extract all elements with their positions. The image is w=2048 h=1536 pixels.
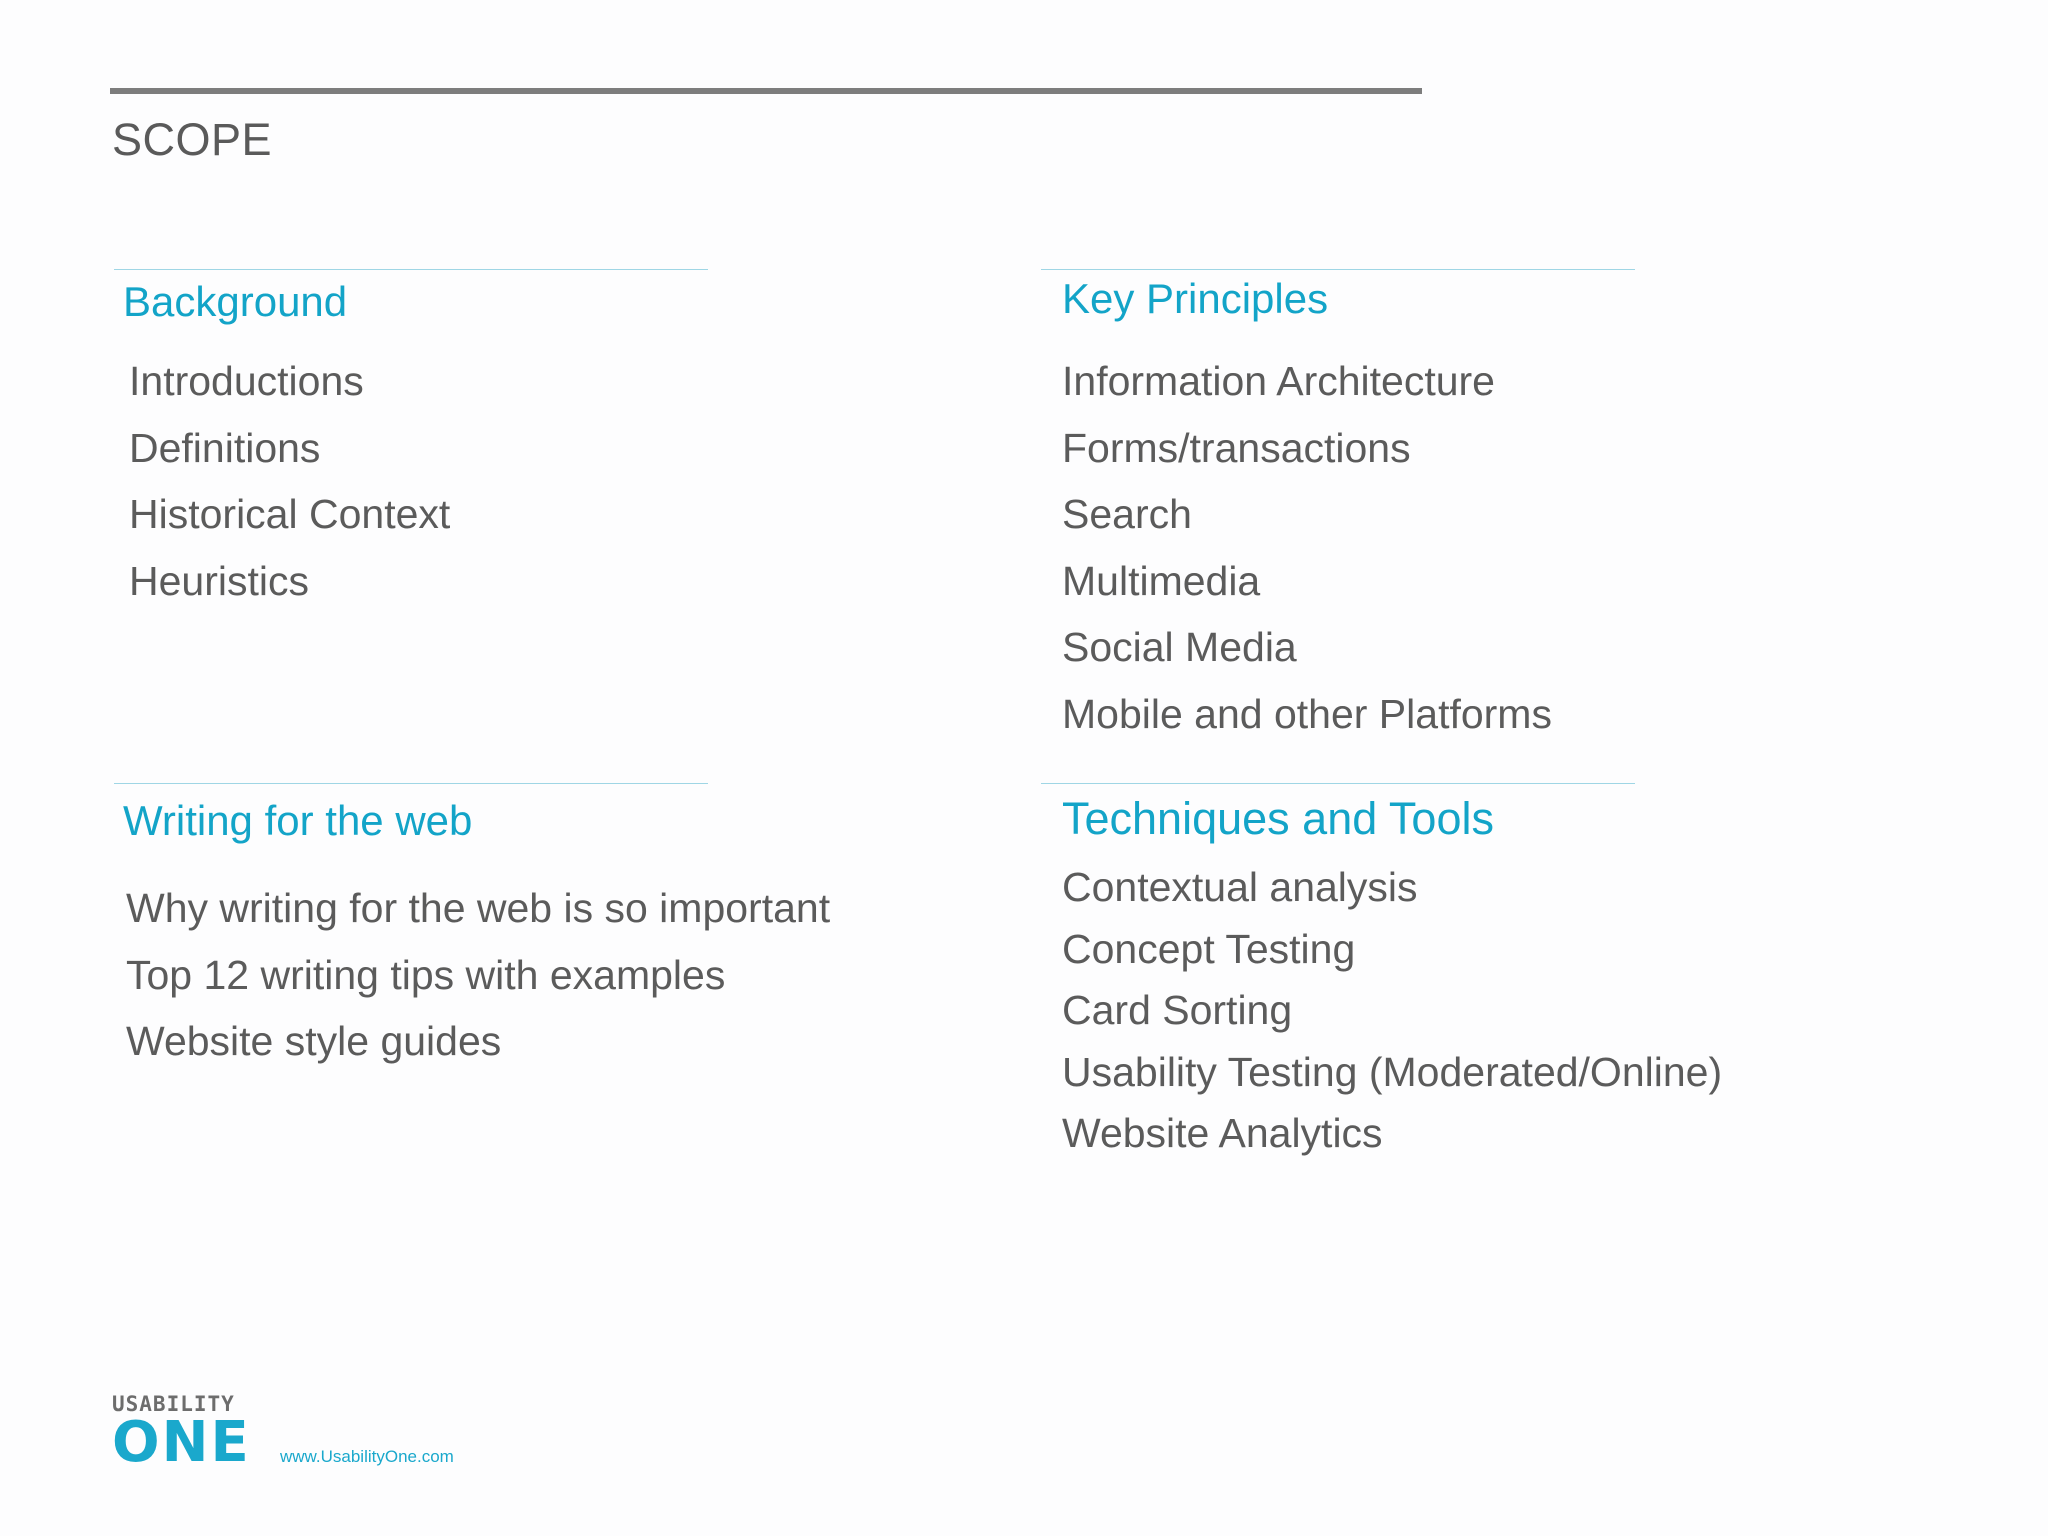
title-rule [110, 88, 1422, 94]
section-divider [1041, 269, 1635, 270]
key-principles-list [1062, 348, 1552, 747]
slide-title: SCOPE [112, 114, 273, 165]
list-item: Historical Context [129, 491, 451, 537]
website-url: www.UsabilityOne.com [280, 1447, 454, 1466]
list-item: Forms/transactions [1062, 424, 1411, 471]
techniques-list [1062, 857, 1722, 1165]
section-heading-writing: Writing for the web [123, 797, 473, 844]
writing-list [126, 875, 830, 1075]
list-item: Website style guides [126, 1018, 502, 1064]
list-item: Search [1062, 491, 1192, 537]
section-divider [114, 783, 708, 784]
section-heading-key-principles: Key Principles [1062, 275, 1329, 322]
section-heading-techniques: Techniques and Tools [1062, 793, 1494, 844]
list-item: Usability Testing (Moderated/Online) [1062, 1048, 1723, 1095]
background-list [129, 348, 450, 614]
logo-wordmark-top: USABILITY [112, 1392, 235, 1416]
list-item: Social Media [1062, 624, 1297, 670]
list-item: Heuristics [129, 557, 309, 604]
list-item: Information Architecture [1062, 358, 1495, 404]
section-heading-background: Background [123, 278, 348, 325]
list-item: Definitions [129, 424, 321, 471]
list-item: Concept Testing [1062, 925, 1356, 972]
list-item: Why writing for the web is so important [126, 885, 831, 931]
list-item: Card Sorting [1062, 987, 1293, 1033]
logo-wordmark-main: ONE [112, 1410, 251, 1475]
list-item: Contextual analysis [1062, 864, 1418, 910]
list-item: Website Analytics [1062, 1110, 1383, 1156]
list-item: Introductions [129, 358, 364, 404]
section-divider [1041, 783, 1635, 784]
list-item: Top 12 writing tips with examples [126, 951, 726, 998]
section-divider [114, 269, 708, 270]
list-item: Multimedia [1062, 557, 1261, 604]
list-item: Mobile and other Platforms [1062, 690, 1552, 737]
